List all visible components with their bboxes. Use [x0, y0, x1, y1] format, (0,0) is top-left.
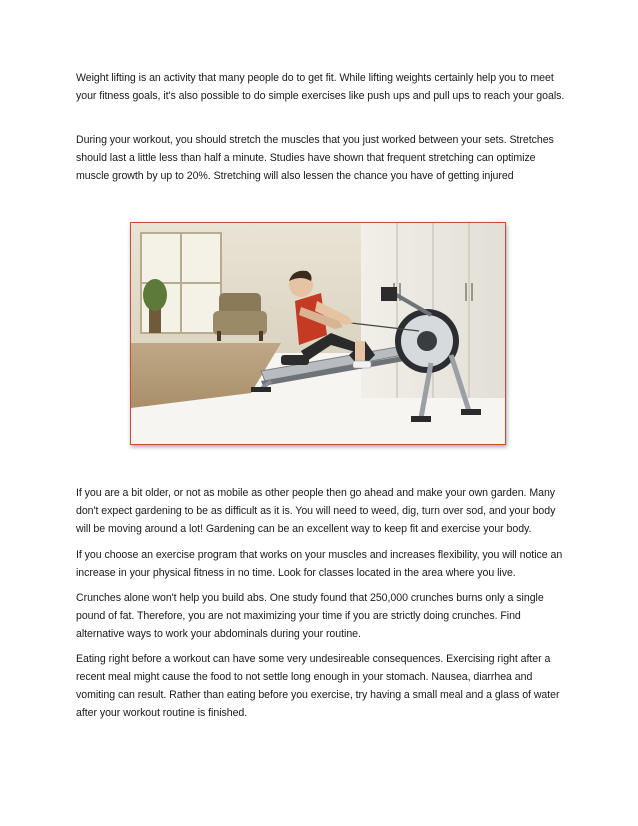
rowing-machine-photo: [130, 222, 506, 445]
paragraph-exercise-program: If you choose an exercise program that works on your muscles and increases flexibility, you will notice an increase in your physical fitness in no time. Look for classes located in the area where you live.: [76, 549, 563, 579]
plant-icon: [143, 279, 167, 311]
monitor-icon: [381, 287, 397, 301]
armchair: [213, 293, 267, 341]
paragraph-eating: Eating right before a workout can have some very undesireable consequences. Exercising right after a recent meal might cause the food to not settle long enough in your stomach. Nausea, diarrhea and vomiting can result. Rather than eating before you exercise, try having a small meal and a glass of water after your workout routine is finished.: [76, 653, 560, 719]
paragraph-crunches: Crunches alone won't help you build abs. One study found that 250,000 crunches burns only a single pound of fat. Therefore, you are not maximizing your time if you are strictly doing crunches. Find alternative ways to work your abdominals during your routine.: [76, 592, 544, 640]
paragraph-stretching: During your workout, you should stretch the muscles that you just worked between your sets. Stretches should last a little less than half a minute. Studies have shown that frequent stretching can optimize muscle growth by up to 20%. Stretching will also lessen the chance you have of getting injured: [76, 134, 554, 182]
paragraph-gardening: If you are a bit older, or not as mobile as other people then go ahead and make your own garden. Many don't expect gardening to be as difficult as it is. You will need to weed, dig, turn over sod, and your body will be moving around a lot! Gardening can be an excellent way to keep fit and exercise your body.: [76, 487, 556, 535]
paragraph-weight-lifting: Weight lifting is an activity that many people do to get fit. While lifting weights certainly help you to meet your fitness goals, it's also possible to do simple exercises like push ups and pull ups to reach your goals.: [76, 72, 565, 102]
rowing-scene-illustration: [131, 223, 505, 444]
